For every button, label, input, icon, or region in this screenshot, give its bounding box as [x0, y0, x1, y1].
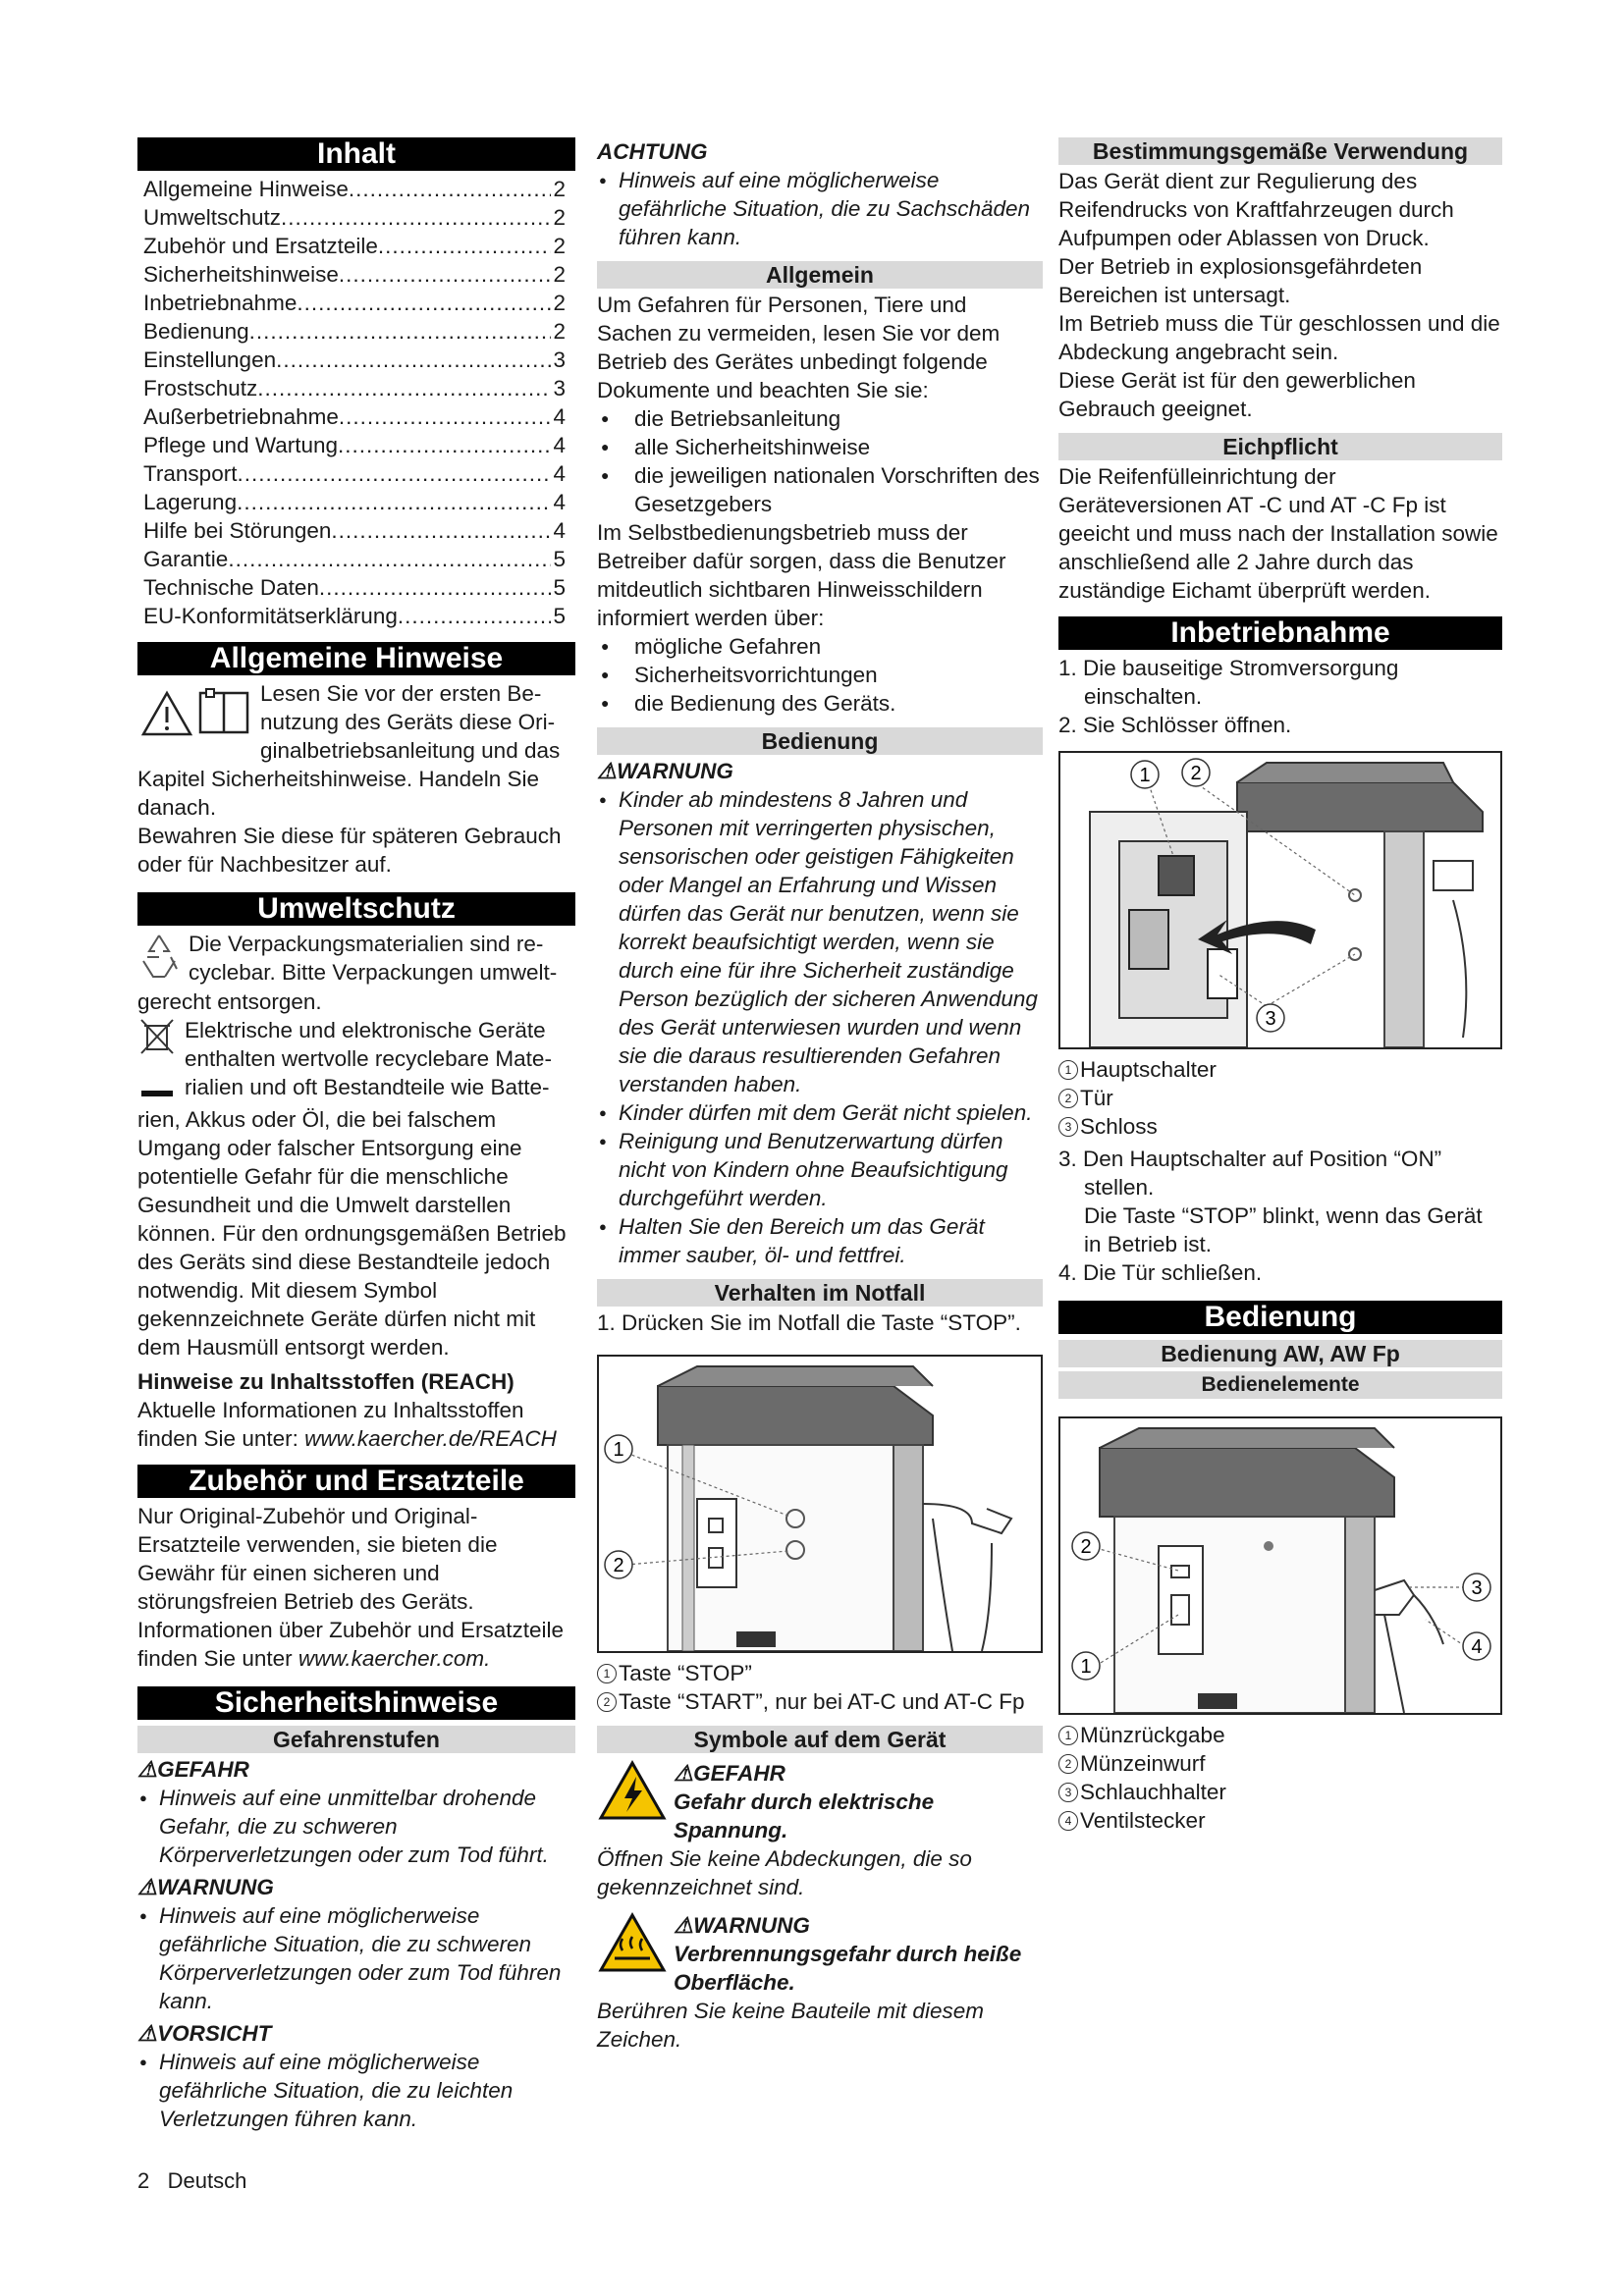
toc-entry-page: 4	[553, 404, 566, 429]
callout-1: 1	[1080, 1656, 1092, 1678]
stop-button-figure	[597, 1355, 1043, 1653]
list-item: ● die jeweiligen nationalen Vorschriften des Gesetzgebers	[597, 461, 1043, 518]
symbol-gefahr-label: ⚠GEFAHR	[674, 1761, 785, 1786]
umwelt-weee-line-2: enthalten wertvolle recyclebare Mate-	[185, 1046, 552, 1071]
toc-entry-page: 4	[553, 518, 566, 543]
toc-dots	[339, 402, 552, 431]
toc-list	[137, 175, 575, 630]
toc-entry-label: Einstellungen	[143, 347, 277, 372]
allgemein-heading: Allgemein	[597, 261, 1043, 289]
warning-item: ● Kinder ab mindestens 8 Jahren und Personen mit verringerten physischen, sensorischen oder geistigen Fähigkeiten oder Mangel an Erfahrung und Wissen dürfen das Gerät nur benutzen, wenn sie korrekt beaufsichtigt werden, wenn sie durch eine für ihre Sicherheit zuständige Person bezüglich der sicheren Anwendung des Gerät unterwiesen wurden und wenn sie die daraus resultierenden Gefahren verstanden haben.	[597, 785, 1043, 1098]
warnung-text: ● Hinweis auf eine möglicherweise gefährliche Situation, die zu schweren Körperverletzungen oder zum Tod führen kann.	[137, 1901, 575, 2015]
toc-dots	[349, 175, 552, 203]
footer-language: Deutsch	[167, 2168, 247, 2193]
legend-number: 4	[1058, 1811, 1078, 1831]
inbetrieb-step-3-note: Die Taste “STOP” blinkt, wenn das Gerät in Betrieb ist.	[1084, 1203, 1483, 1256]
umwelt-recycle-rest: gerecht entsorgen.	[137, 989, 322, 1014]
notfall-legend	[597, 1659, 1043, 1716]
legend-number: 3	[1058, 1783, 1078, 1802]
legend-text: Tür	[1080, 1086, 1113, 1110]
eichpflicht-text: Die Reifenfülleinrichtung der Geräteversionen AT -C und AT -C Fp ist geeicht und muss nach der Installation sowie anschließend alle 2 Jahre durch das zuständige Eichamt überprüft werden.	[1058, 464, 1498, 603]
toc-entry-page: 2	[553, 291, 566, 315]
umwelt-weee-line-1: Elektrische und elektronische Geräte	[185, 1018, 546, 1042]
column-middle	[597, 137, 1043, 2054]
legend-text: Schloss	[1080, 1114, 1158, 1139]
umweltschutz-heading: Umweltschutz	[137, 892, 575, 926]
legend-item	[1058, 1084, 1502, 1112]
toc-entry-page: 5	[553, 547, 566, 571]
legend-item	[1058, 1778, 1502, 1806]
legend-item	[1058, 1721, 1502, 1749]
notfall-step: 1. Drücken Sie im Notfall die Taste “STOP”.	[597, 1310, 1021, 1335]
bedienung-warnung-label: ⚠WARNUNG	[597, 759, 733, 783]
achtung-text: ● Hinweis auf eine möglicherweise gefährliche Situation, die zu Sachschäden führen kann.	[597, 166, 1043, 251]
umwelt-line-1: Die Verpackungsmaterialien sind re-	[189, 932, 544, 956]
page-footer	[137, 2166, 246, 2195]
achtung-label: ACHTUNG	[597, 139, 708, 164]
list-item: ● die Bedienung des Geräts.	[597, 689, 1043, 718]
symbol-gefahr	[597, 1759, 1043, 1844]
notfall-heading: Verhalten im Notfall	[597, 1279, 1043, 1307]
bedienung-safety-heading: Bedienung	[597, 727, 1043, 755]
toc-entry-label: Technische Daten	[143, 575, 319, 600]
toc-entry-page: 5	[553, 604, 566, 628]
toc-entry-label: Garantie	[143, 547, 229, 571]
legend-number: 1	[1058, 1726, 1078, 1745]
legend-text: Taste “START”, nur bei AT-C und AT-C Fp	[619, 1689, 1025, 1714]
toc-entry[interactable]	[137, 260, 575, 289]
allgemeine-text-rest: Kapitel Sicherheitshinweise. Handeln Sie danach.	[137, 767, 539, 820]
toc-entry[interactable]	[137, 459, 575, 488]
toc-dots	[237, 488, 551, 516]
warning-item: ● Halten Sie den Bereich um das Gerät immer sauber, öl- und fettfrei.	[597, 1212, 1043, 1269]
reach-text-span: Aktuelle Informationen zu Inhaltsstoffen finden Sie unter:	[137, 1398, 524, 1451]
toc-entry-page: 3	[553, 347, 566, 372]
allgemein-text-2: Im Selbstbedienungsbetrieb muss der Betreiber dafür sorgen, dass die Benutzer mitdeutlich sichtbaren Hinweisschildern informiert werden über:	[597, 520, 1006, 630]
callout-2: 2	[613, 1555, 624, 1576]
legend-text: Hauptschalter	[1080, 1057, 1217, 1082]
toc-entry-label: Hilfe bei Störungen	[143, 518, 332, 543]
toc-entry-label: Transport	[143, 461, 238, 486]
umwelt-weee-line-3: rialien und oft Bestandteile wie Batte-	[185, 1075, 550, 1099]
callout-2: 2	[1080, 1536, 1092, 1558]
vorsicht-label: ⚠VORSICHT	[137, 2021, 272, 2046]
toc-entry[interactable]	[137, 317, 575, 346]
symbol-warnung-head: Verbrennungsgefahr durch heiße Oberfläche.	[674, 1942, 1022, 1995]
allgemeine-line-1: Lesen Sie vor der ersten Be-	[260, 681, 542, 706]
toc-entry-page: 4	[553, 490, 566, 514]
list-item: ● mögliche Gefahren	[597, 632, 1043, 661]
callout-1: 1	[1139, 765, 1151, 786]
callout-1: 1	[613, 1439, 624, 1461]
toc-entry-label: Inbetriebnahme	[143, 291, 298, 315]
toc-entry-page: 5	[553, 575, 566, 600]
toc-entry-label: Lagerung	[143, 490, 238, 514]
symbol-gefahr-text: Öffnen Sie keine Abdeckungen, die so gekennzeichnet sind.	[597, 1846, 972, 1899]
toc-entry-page: 2	[553, 319, 566, 344]
toc-entry[interactable]	[137, 488, 575, 516]
bestimmung-text-4: Diese Gerät ist für den gewerblichen Gebrauch geeignet.	[1058, 368, 1416, 421]
toc-dots	[228, 545, 551, 573]
toc-dots	[281, 203, 551, 232]
allgemeine-hinweise-heading: Allgemeine Hinweise	[137, 642, 575, 675]
legend-text: Taste “STOP”	[619, 1661, 752, 1685]
legend-item	[1058, 1806, 1502, 1835]
recycle-icon	[137, 930, 189, 988]
toc-dots	[331, 516, 551, 545]
toc-entry-page: 4	[553, 433, 566, 457]
gefahr-text: ● Hinweis auf eine unmittelbar drohende Gefahr, die zu schweren Körperverletzungen oder zum Tod führt.	[137, 1784, 575, 1869]
toc-entry-page: 2	[553, 205, 566, 230]
zubehoer-text-2	[137, 1616, 575, 1673]
legend-item	[1058, 1112, 1502, 1141]
toc-entry[interactable]	[137, 402, 575, 431]
toc-entry-label: Sicherheitshinweise	[143, 262, 339, 287]
toc-entry[interactable]	[137, 232, 575, 260]
toc-entry-label: Zubehör und Ersatzteile	[143, 234, 378, 258]
bestimmung-text-1: Das Gerät dient zur Regulierung des Reifendrucks von Kraftfahrzeugen durch Aufpumpen oder Ablassen von Druck.	[1058, 169, 1454, 250]
toc-entry-label: EU-Konformitätserklärung	[143, 604, 398, 628]
toc-dots	[398, 602, 552, 630]
toc-dots	[237, 459, 551, 488]
bedienung-aw-heading: Bedienung AW, AW Fp	[1058, 1340, 1502, 1367]
kaercher-link[interactable]: www.kaercher.com.	[298, 1646, 491, 1671]
callout-3: 3	[1471, 1577, 1483, 1599]
allgemein-text-1: Um Gefahren für Personen, Tiere und Sachen zu vermeiden, lesen Sie vor dem Betrieb des Gerätes unbedingt folgende Dokumente und beachten Sie sie:	[597, 293, 1001, 402]
toc-dots	[338, 431, 551, 459]
symbol-warnung-label: ⚠WARNUNG	[674, 1913, 810, 1938]
warning-item: ● Reinigung und Benutzerwartung dürfen nicht von Kindern ohne Beaufsichtigung durchgeführt werden.	[597, 1127, 1043, 1212]
legend-text: Münzrückgabe	[1080, 1723, 1225, 1747]
toc-heading: Inhalt	[137, 137, 575, 171]
legend-text: Schlauchhalter	[1080, 1780, 1226, 1804]
toc-entry[interactable]	[137, 516, 575, 545]
legend-number: 1	[597, 1664, 617, 1683]
toc-entry-label: Frostschutz	[143, 376, 258, 400]
legend-number: 3	[1058, 1117, 1078, 1137]
reach-heading: Hinweise zu Inhaltsstoffen (REACH)	[137, 1369, 514, 1394]
gefahr-label: ⚠GEFAHR	[137, 1757, 249, 1782]
toc-entry[interactable]	[137, 175, 575, 203]
inbetriebnahme-heading: Inbetriebnahme	[1058, 616, 1502, 650]
toc-dots	[378, 232, 552, 260]
allgemeine-intro	[137, 679, 575, 765]
toc-entry-page: 4	[553, 461, 566, 486]
reach-text	[137, 1396, 575, 1453]
allgemeine-line-2: nutzung des Geräts diese Ori-	[260, 710, 556, 734]
electric-hazard-icon	[597, 1759, 674, 1844]
toc-entry-label: Pflege und Wartung	[143, 433, 339, 457]
inbetrieb-step-4: 4. Die Tür schließen.	[1058, 1260, 1263, 1285]
legend-text: Ventilstecker	[1080, 1808, 1206, 1833]
legend-item	[597, 1659, 1043, 1687]
controls-figure	[1058, 1416, 1502, 1715]
toc-entry-page: 3	[553, 376, 566, 400]
toc-dots	[297, 289, 551, 317]
warning-item: ● Kinder dürfen mit dem Gerät nicht spielen.	[597, 1098, 1043, 1127]
allgemeine-line-3: ginalbetriebsanleitung und das	[260, 738, 561, 763]
symbol-warnung	[597, 1911, 1043, 1997]
toc-entry[interactable]	[137, 431, 575, 459]
toc-entry[interactable]	[137, 573, 575, 602]
list-item: ● Sicherheitsvorrichtungen	[597, 661, 1043, 689]
allgemein-list-1	[597, 404, 1043, 518]
bestimmung-heading: Bestimmungsgemäße Verwendung	[1058, 137, 1502, 165]
toc-entry-page: 2	[553, 234, 566, 258]
legend-number: 1	[1058, 1060, 1078, 1080]
hot-surface-icon	[597, 1911, 674, 1997]
legend-text: Münzeinwurf	[1080, 1751, 1206, 1776]
legend-item	[597, 1687, 1043, 1716]
toc-dots	[276, 346, 551, 374]
bestimmung-text-2: Der Betrieb in explosionsgefährdeten Bereichen ist untersagt.	[1058, 254, 1423, 307]
legend-item	[1058, 1055, 1502, 1084]
symbole-heading: Symbole auf dem Gerät	[597, 1726, 1043, 1753]
toc-entry-label: Allgemeine Hinweise	[143, 177, 349, 201]
reach-link[interactable]: www.kaercher.de/REACH	[304, 1426, 557, 1451]
legend-number: 2	[597, 1692, 617, 1712]
toc-entry-page: 2	[553, 177, 566, 201]
warning-book-icon	[137, 679, 260, 765]
allgemeine-text-2: Bewahren Sie diese für späteren Gebrauch oder für Nachbesitzer auf.	[137, 824, 562, 877]
legend-number: 2	[1058, 1754, 1078, 1774]
toc-dots	[249, 317, 552, 346]
column-left	[137, 137, 575, 2133]
gefahrenstufen-heading: Gefahrenstufen	[137, 1726, 575, 1753]
bedienelemente-heading: Bedienelemente	[1058, 1371, 1502, 1399]
bedienung-safety-list	[597, 785, 1043, 1269]
callout-4: 4	[1471, 1636, 1483, 1658]
zubehoer-text-1: Nur Original-Zubehör und Original-Ersatzteile verwenden, sie bieten die Gewähr für einen sicheren und störungsfreien Betrieb des Geräts.	[137, 1504, 498, 1614]
toc-entry[interactable]	[137, 346, 575, 374]
list-item: ● alle Sicherheitshinweise	[597, 433, 1043, 461]
callout-3: 3	[1265, 1008, 1276, 1030]
inbetrieb-step-3: 3. Den Hauptschalter auf Position “ON” stellen.	[1058, 1147, 1442, 1200]
callout-2: 2	[1190, 763, 1202, 784]
legend-number: 2	[1058, 1089, 1078, 1108]
inbetrieb-legend	[1058, 1055, 1502, 1141]
symbol-warnung-text: Berühren Sie keine Bauteile mit diesem Zeichen.	[597, 1999, 984, 2052]
zubehoer-heading: Zubehör und Ersatzteile	[137, 1465, 575, 1498]
umwelt-weee-rest: rien, Akkus oder Öl, die bei falschem Umgang oder falscher Entsorgung eine potentielle Gefahr für die menschliche Gesundheit und die Umwelt darstellen können. Für den ordnungsgemäßen Betrieb des Geräts sind diese Bestandteile jedoch notwendig. Mit diesem Symbol gekennzeichnete Geräte dürfen nicht mit dem Hausmüll entsorgt werden.	[137, 1107, 567, 1360]
eichpflicht-heading: Eichpflicht	[1058, 433, 1502, 460]
umwelt-line-2: cyclebar. Bitte Verpackungen umwelt-	[189, 960, 558, 985]
list-item: ● die Betriebsanleitung	[597, 404, 1043, 433]
bestimmung-text-3: Im Betrieb muss die Tür geschlossen und die Abdeckung angebracht sein.	[1058, 311, 1500, 364]
bedienung-heading: Bedienung	[1058, 1301, 1502, 1334]
toc-entry-label: Umweltschutz	[143, 205, 282, 230]
toc-entry[interactable]	[137, 203, 575, 232]
toc-entry-label: Außerbetriebnahme	[143, 404, 339, 429]
legend-item	[1058, 1749, 1502, 1778]
page-number: 2	[137, 2168, 150, 2193]
sicherheitshinweise-heading: Sicherheitshinweise	[137, 1686, 575, 1720]
toc-entry-label: Bedienung	[143, 319, 249, 344]
umwelt-recycle-para	[137, 930, 575, 988]
zubehoer-text-2-span: Informationen über Zubehör und Ersatzteile finden Sie unter	[137, 1618, 565, 1671]
toc-dots	[257, 374, 551, 402]
column-right	[1058, 137, 1502, 1835]
toc-entry[interactable]	[137, 602, 575, 630]
inbetrieb-step-1: 1. Die bauseitige Stromversorgung einschalten.	[1058, 656, 1399, 709]
bedienung-legend	[1058, 1721, 1502, 1835]
crossed-bin-icon	[137, 1016, 185, 1105]
vorsicht-text: ● Hinweis auf eine möglicherweise gefährliche Situation, die zu leichten Verletzungen führen kann.	[137, 2048, 575, 2133]
toc-entry[interactable]	[137, 374, 575, 402]
inbetrieb-step-2: 2. Sie Schlösser öffnen.	[1058, 713, 1292, 737]
toc-dots	[339, 260, 552, 289]
warnung-label: ⚠WARNUNG	[137, 1875, 274, 1899]
toc-entry[interactable]	[137, 545, 575, 573]
symbol-gefahr-head: Gefahr durch elektrische Spannung.	[674, 1789, 935, 1842]
toc-dots	[319, 573, 552, 602]
umwelt-weee-para	[137, 1016, 575, 1105]
main-switch-figure	[1058, 751, 1502, 1049]
allgemein-list-2	[597, 632, 1043, 718]
toc-entry[interactable]	[137, 289, 575, 317]
toc-entry-page: 2	[553, 262, 566, 287]
